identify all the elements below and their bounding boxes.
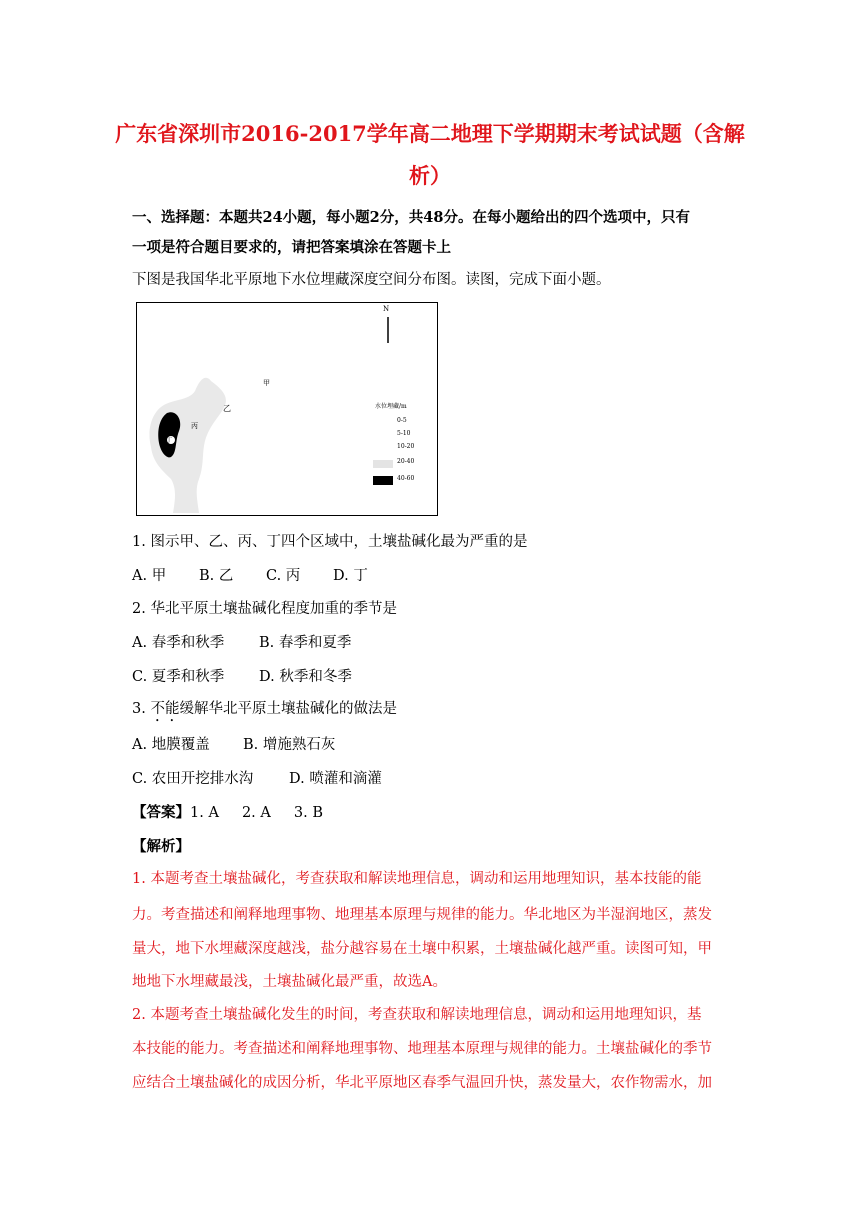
question-2-stem: 2. 华北平原土壤盐碱化程度加重的季节是 [132,601,397,617]
legend-item: 20-40 [397,458,415,465]
analysis-line: 本技能的能力。考查描述和阐释地理事物、地理基本原理与规律的能力。土壤盐碱化的季节 [132,1041,712,1057]
question-3-stem [132,697,397,725]
q2-option-d: D. 秋季和冬季 [259,669,352,685]
answer-label: 【答案】 [132,804,190,821]
analysis-line: 应结合土壤盐碱化的成因分析，华北平原地区春季气温回升快，蒸发量大，农作物需水，加 [132,1075,712,1091]
label-jia: 甲 [263,379,270,387]
q3-option-a: A. 地膜覆盖 [132,737,210,753]
q3-option-c: C. 农田开挖排水沟 [132,771,254,787]
q3-option-b: B. 增施熟石灰 [243,737,336,753]
q2-option-a: A. 春季和秋季 [132,635,225,651]
analysis-line: 力。考查描述和阐释地理事物、地理基本原理与规律的能力。华北地区为半湿润地区，蒸发 [132,907,712,923]
intro-text: 下图是我国华北平原地下水位埋藏深度空间分布图。读图，完成下面小题。 [132,272,611,288]
answer-line [132,801,323,822]
legend-item: 0-5 [397,417,407,424]
q3-prefix: 3. [132,701,151,717]
title-line-2: 析） [409,163,451,188]
legend-item: 5-10 [397,430,411,437]
q2-option-c: C. 夏季和秋季 [132,669,225,685]
title-line-1: 广东省深圳市2016-2017学年高二地理下学期期末考试试题（含解 [115,121,745,146]
analysis-line: 量大，地下水埋藏深度越浅，盐分越容易在土壤中积累，土壤盐碱化越严重。读图可知，甲 [132,941,712,957]
analysis-line: 2. 本题考查土壤盐碱化发生的时间，考查获取和解读地理信息，调动和运用地理知识，基 [132,1007,702,1023]
legend-item: 10-20 [397,443,415,450]
q3-rest: 缓解华北平原土壤盐碱化的做法是 [179,701,397,717]
q1-option-a: A. 甲 [132,568,167,584]
q1-option-c: C. 丙 [266,568,301,584]
q2-option-b: B. 春季和夏季 [259,635,352,651]
q1-option-d: D. 丁 [333,568,368,584]
analysis-line: 1. 本题考查土壤盐碱化，考查获取和解读地理信息，调动和运用地理知识，基本技能的能 [132,871,702,887]
section-heading-line-1: 一、选择题：本题共24小题，每小题2分，共48分。在每小题给出的四个选项中，只有 [132,209,690,226]
label-ding: 丁 [166,437,173,444]
q3-option-d: D. 喷灌和滴灌 [289,771,382,787]
groundwater-map [136,302,438,516]
q3-emphasis: 不能 [150,701,180,717]
question-1-stem: 1. 图示甲、乙、丙、丁四个区域中，土壤盐碱化最为严重的是 [132,534,528,550]
section-heading-line-2: 一项是符合题目要求的，请把答案填涂在答题卡上 [132,239,451,256]
label-yi: 乙 [223,404,231,413]
answer-text: 1. A 2. A 3. B [190,805,324,821]
north-label: N [383,305,390,313]
analysis-line: 地地下水埋藏最浅，土壤盐碱化最严重，故选A。 [132,974,447,990]
legend-item: 40-60 [397,475,415,482]
label-bing: 丙 [191,422,198,430]
analysis-label: 【解析】 [132,838,190,855]
legend-title: 水位埋藏/m [375,403,407,410]
q1-option-b: B. 乙 [199,568,234,584]
